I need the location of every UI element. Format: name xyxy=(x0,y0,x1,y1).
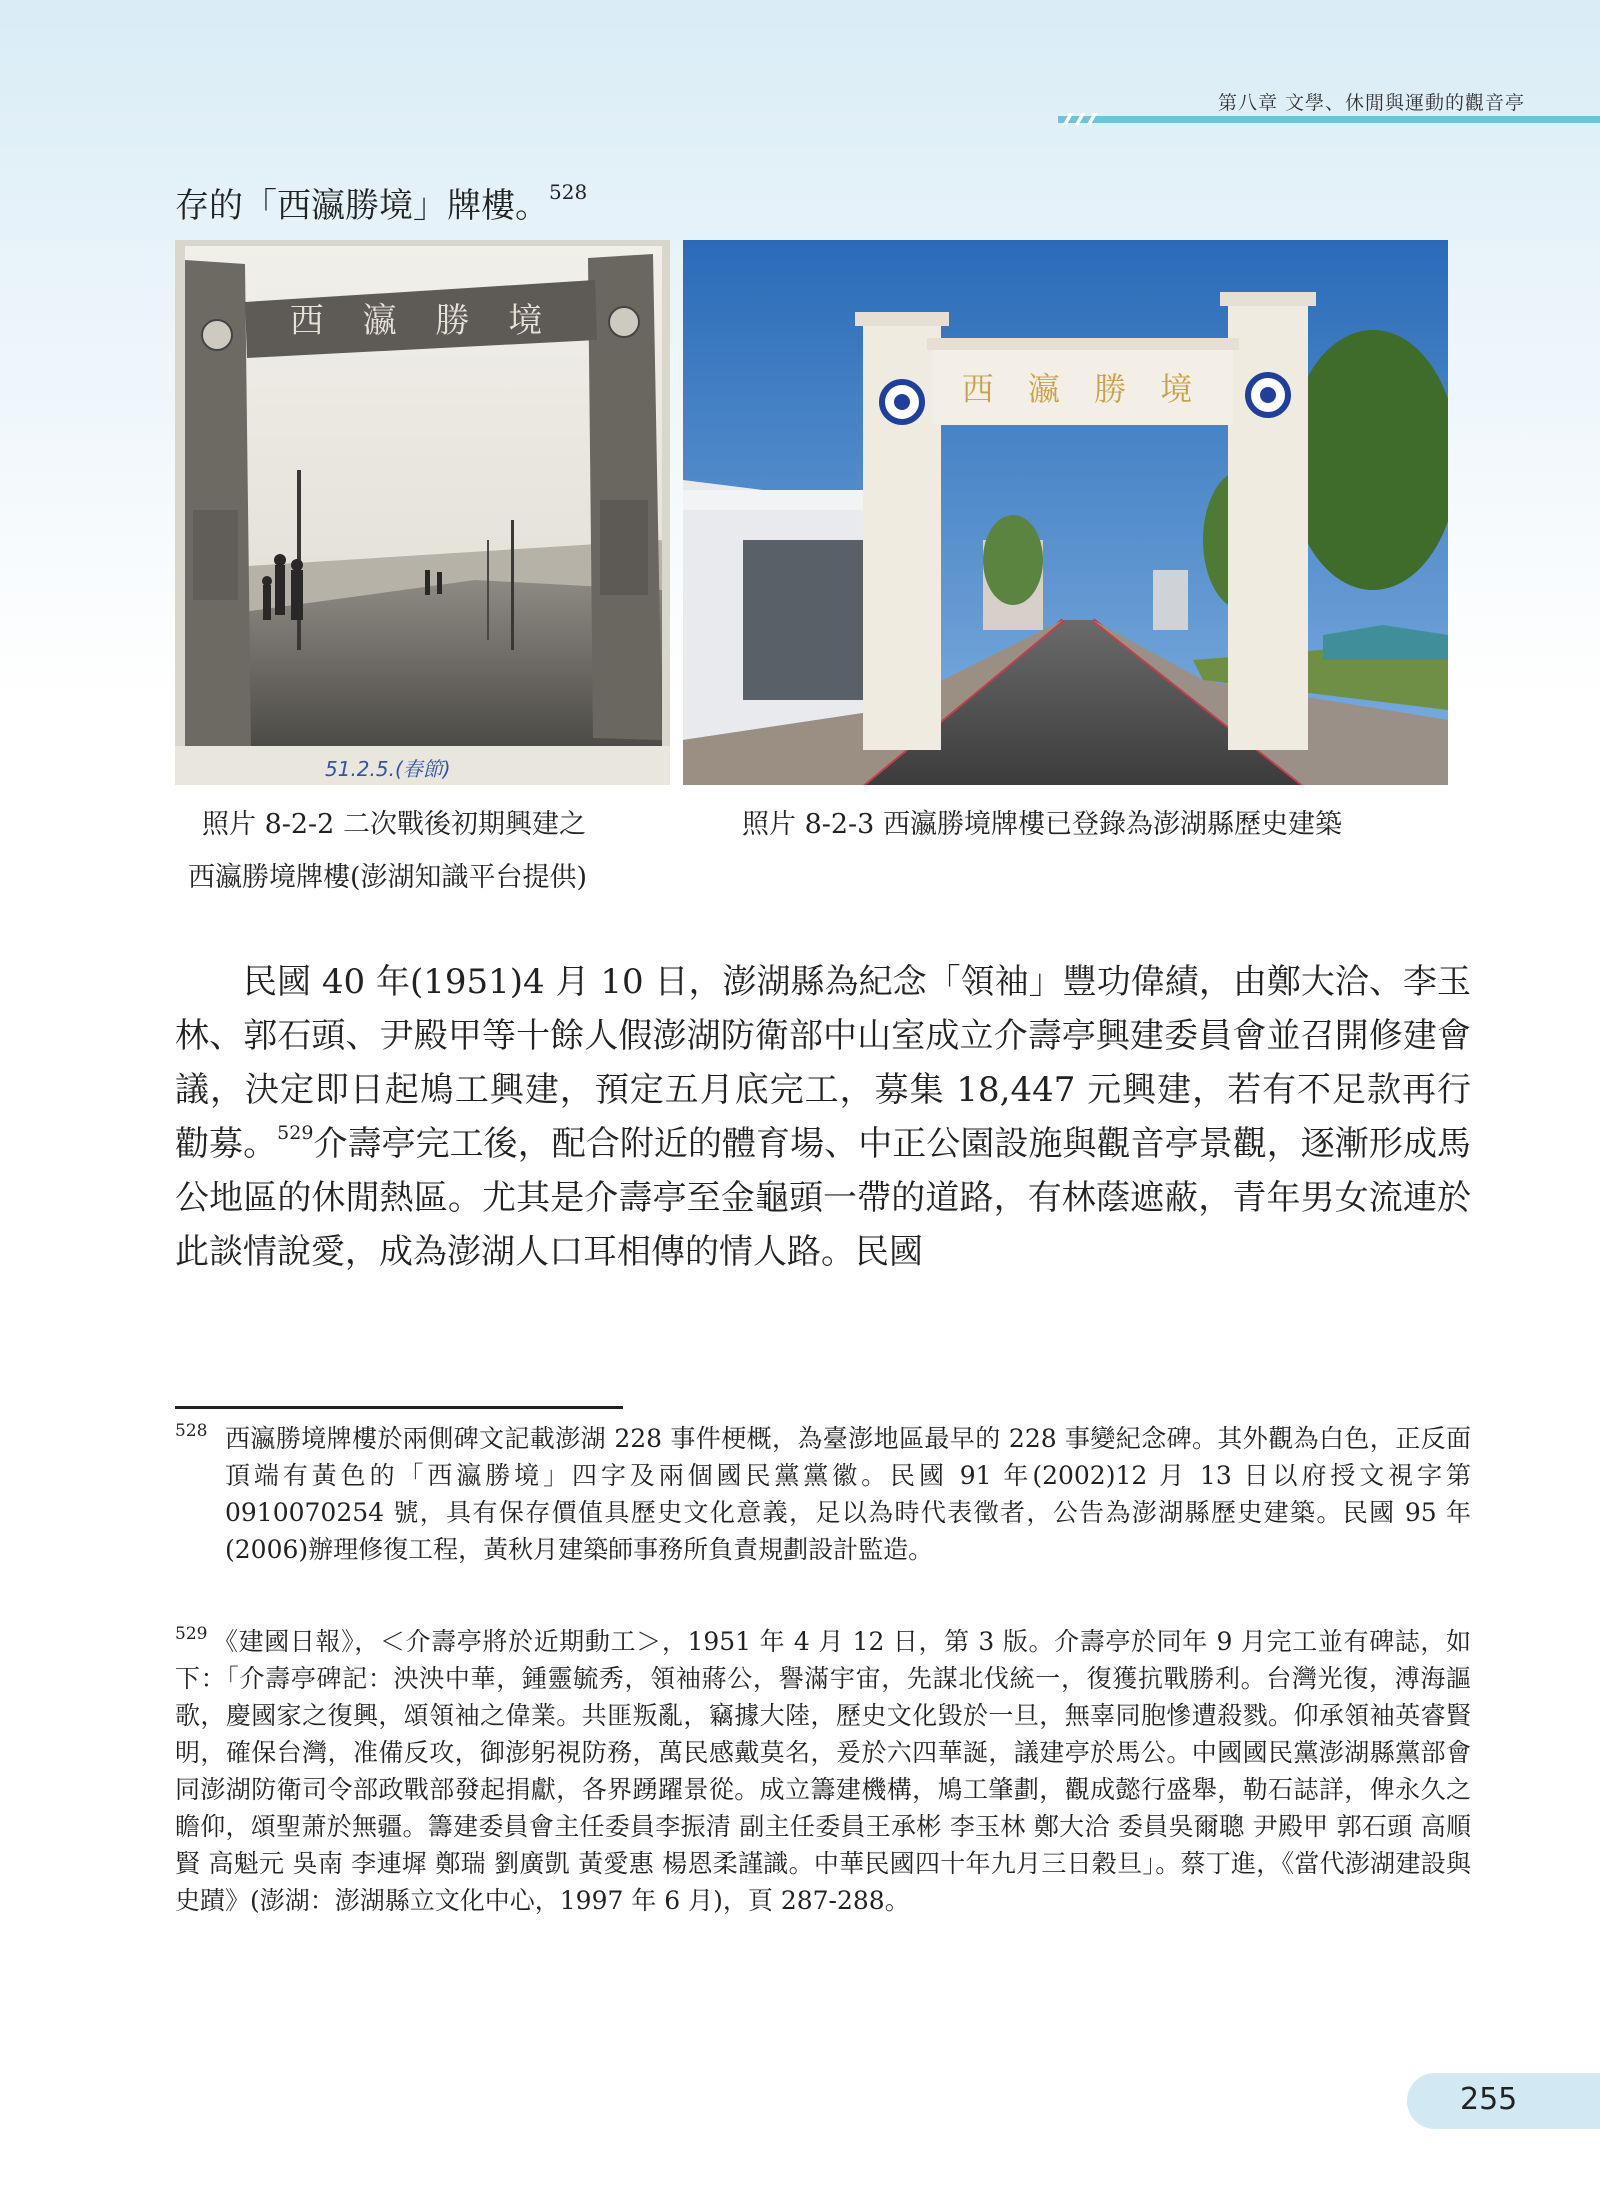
new-arch-sign-text: 西 瀛 勝 境 xyxy=(961,370,1205,408)
photo-caption-left-line2: 西瀛勝境牌樓(澎湖知識平台提供) xyxy=(188,862,588,893)
old-arch-sign-text: 西 瀛 勝 境 xyxy=(289,301,557,341)
body-text-part2: 介壽亭完工後，配合附近的體育場、中正公園設施與觀音亭景觀，逐漸形成馬公地區的休閒熱區。尤其是介壽亭至金龜頭一帶的道路，有林蔭遮蔽，青年男女流連於此談情說愛，成為澎湖人口耳相傳的情人路。民國 xyxy=(175,1124,1471,1272)
body-text-part1: 民國 40 年(1951)4 月 10 日，澎湖縣為紀念「領袖」豐功偉績，由鄭大洽、李玉林、郭石頭、尹殿甲等十餘人假澎湖防衛部中山室成立介壽亭興建委員會並召開修建會議，決定即日起鳩工興建，預定五月底完工，募集 18,447 元興建，若有不足款再行勸募。 xyxy=(175,962,1471,1164)
lead-line-text: 存的「西瀛勝境」牌樓。 xyxy=(175,186,549,226)
footnote-ref-529[interactable]: 529 xyxy=(277,1122,314,1144)
page-number: 255 xyxy=(1460,2082,1518,2117)
footnote-divider xyxy=(175,1406,623,1409)
lead-line xyxy=(175,178,587,227)
historic-arch-photo xyxy=(175,240,670,785)
footnote-529 xyxy=(175,1623,1471,1919)
footnote-number: 529 xyxy=(175,1624,208,1644)
footnote-ref-528[interactable]: 528 xyxy=(549,180,588,204)
photo-caption-right: 照片 8-2-3 西瀛勝境牌樓已登錄為澎湖縣歷史建築 xyxy=(742,809,1342,840)
photo-caption-left-line1: 照片 8-2-2 二次戰後初期興建之 xyxy=(202,809,586,840)
header-stripes xyxy=(1058,113,1118,125)
footnote-text: 西瀛勝境牌樓於兩側碑文記載澎湖 228 事件梗概，為臺澎地區最早的 228 事變紀念碑。其外觀為白色，正反面頂端有黃色的「西瀛勝境」四字及兩個國民黨黨徽。民國 91 年(2002)12 月 13 日以府授文視字第 0910070254 號，具有保存價值具歷史文化意義，足以為時代表徵者，公告為澎湖縣歷史建築。民國 95 年(2006)辦理修復工程，黃秋月建築師事務所負責規劃設計監造。 xyxy=(225,1424,1471,1564)
footnote-528 xyxy=(175,1420,1471,1568)
body-paragraph xyxy=(175,955,1471,1279)
chapter-title: 第八章 文學、休閒與運動的觀音亭 xyxy=(1217,92,1525,114)
handwritten-date: 51.2.5.(春節) xyxy=(325,757,451,781)
footnote-text: 《建國日報》，＜介壽亭將於近期動工＞，1951 年 4 月 12 日，第 3 版。介壽亭於同年 9 月完工並有碑誌，如下：「介壽亭碑記：泱泱中華，鍾靈毓秀，領袖蔣公，譽滿宇宙，先謀北伐統一，復獲抗戰勝利。台灣光復，溥海謳歌，慶國家之復興，頌領袖之偉業。共匪叛亂，竊據大陸，歷史文化毀於一旦，無辜同胞慘遭殺戮。仰承領袖英睿賢明，確保台灣，准備反攻，御澎躬視防務，萬民感戴莫名，爰於六四華誕，議建亭於馬公。中國國民黨澎湖縣黨部會同澎湖防衛司令部政戰部發起捐獻，各界踴躍景從。成立籌建機構，鳩工肇劃，觀成懿行盛舉，勒石誌詳，俾永久之瞻仰，頌聖萧於無疆。籌建委員會主任委員李振清 副主任委員王承彬 李玉林 鄭大洽 委員吳爾聰 尹殿甲 郭石頭 高順賢 高魁元 吳南 李連墀 鄭瑞 劉廣凱 黃愛惠 楊恩柔謹識。中華民國四十年九月三日穀旦」。蔡丁進，《當代澎湖建設與史蹟》(澎湖：澎湖縣立文化中心，1997 年 6 月)，頁 287-288。 xyxy=(175,1627,1471,1915)
footnote-number: 528 xyxy=(175,1421,208,1441)
header-band xyxy=(1058,116,1600,123)
restored-arch-photo xyxy=(683,240,1448,785)
